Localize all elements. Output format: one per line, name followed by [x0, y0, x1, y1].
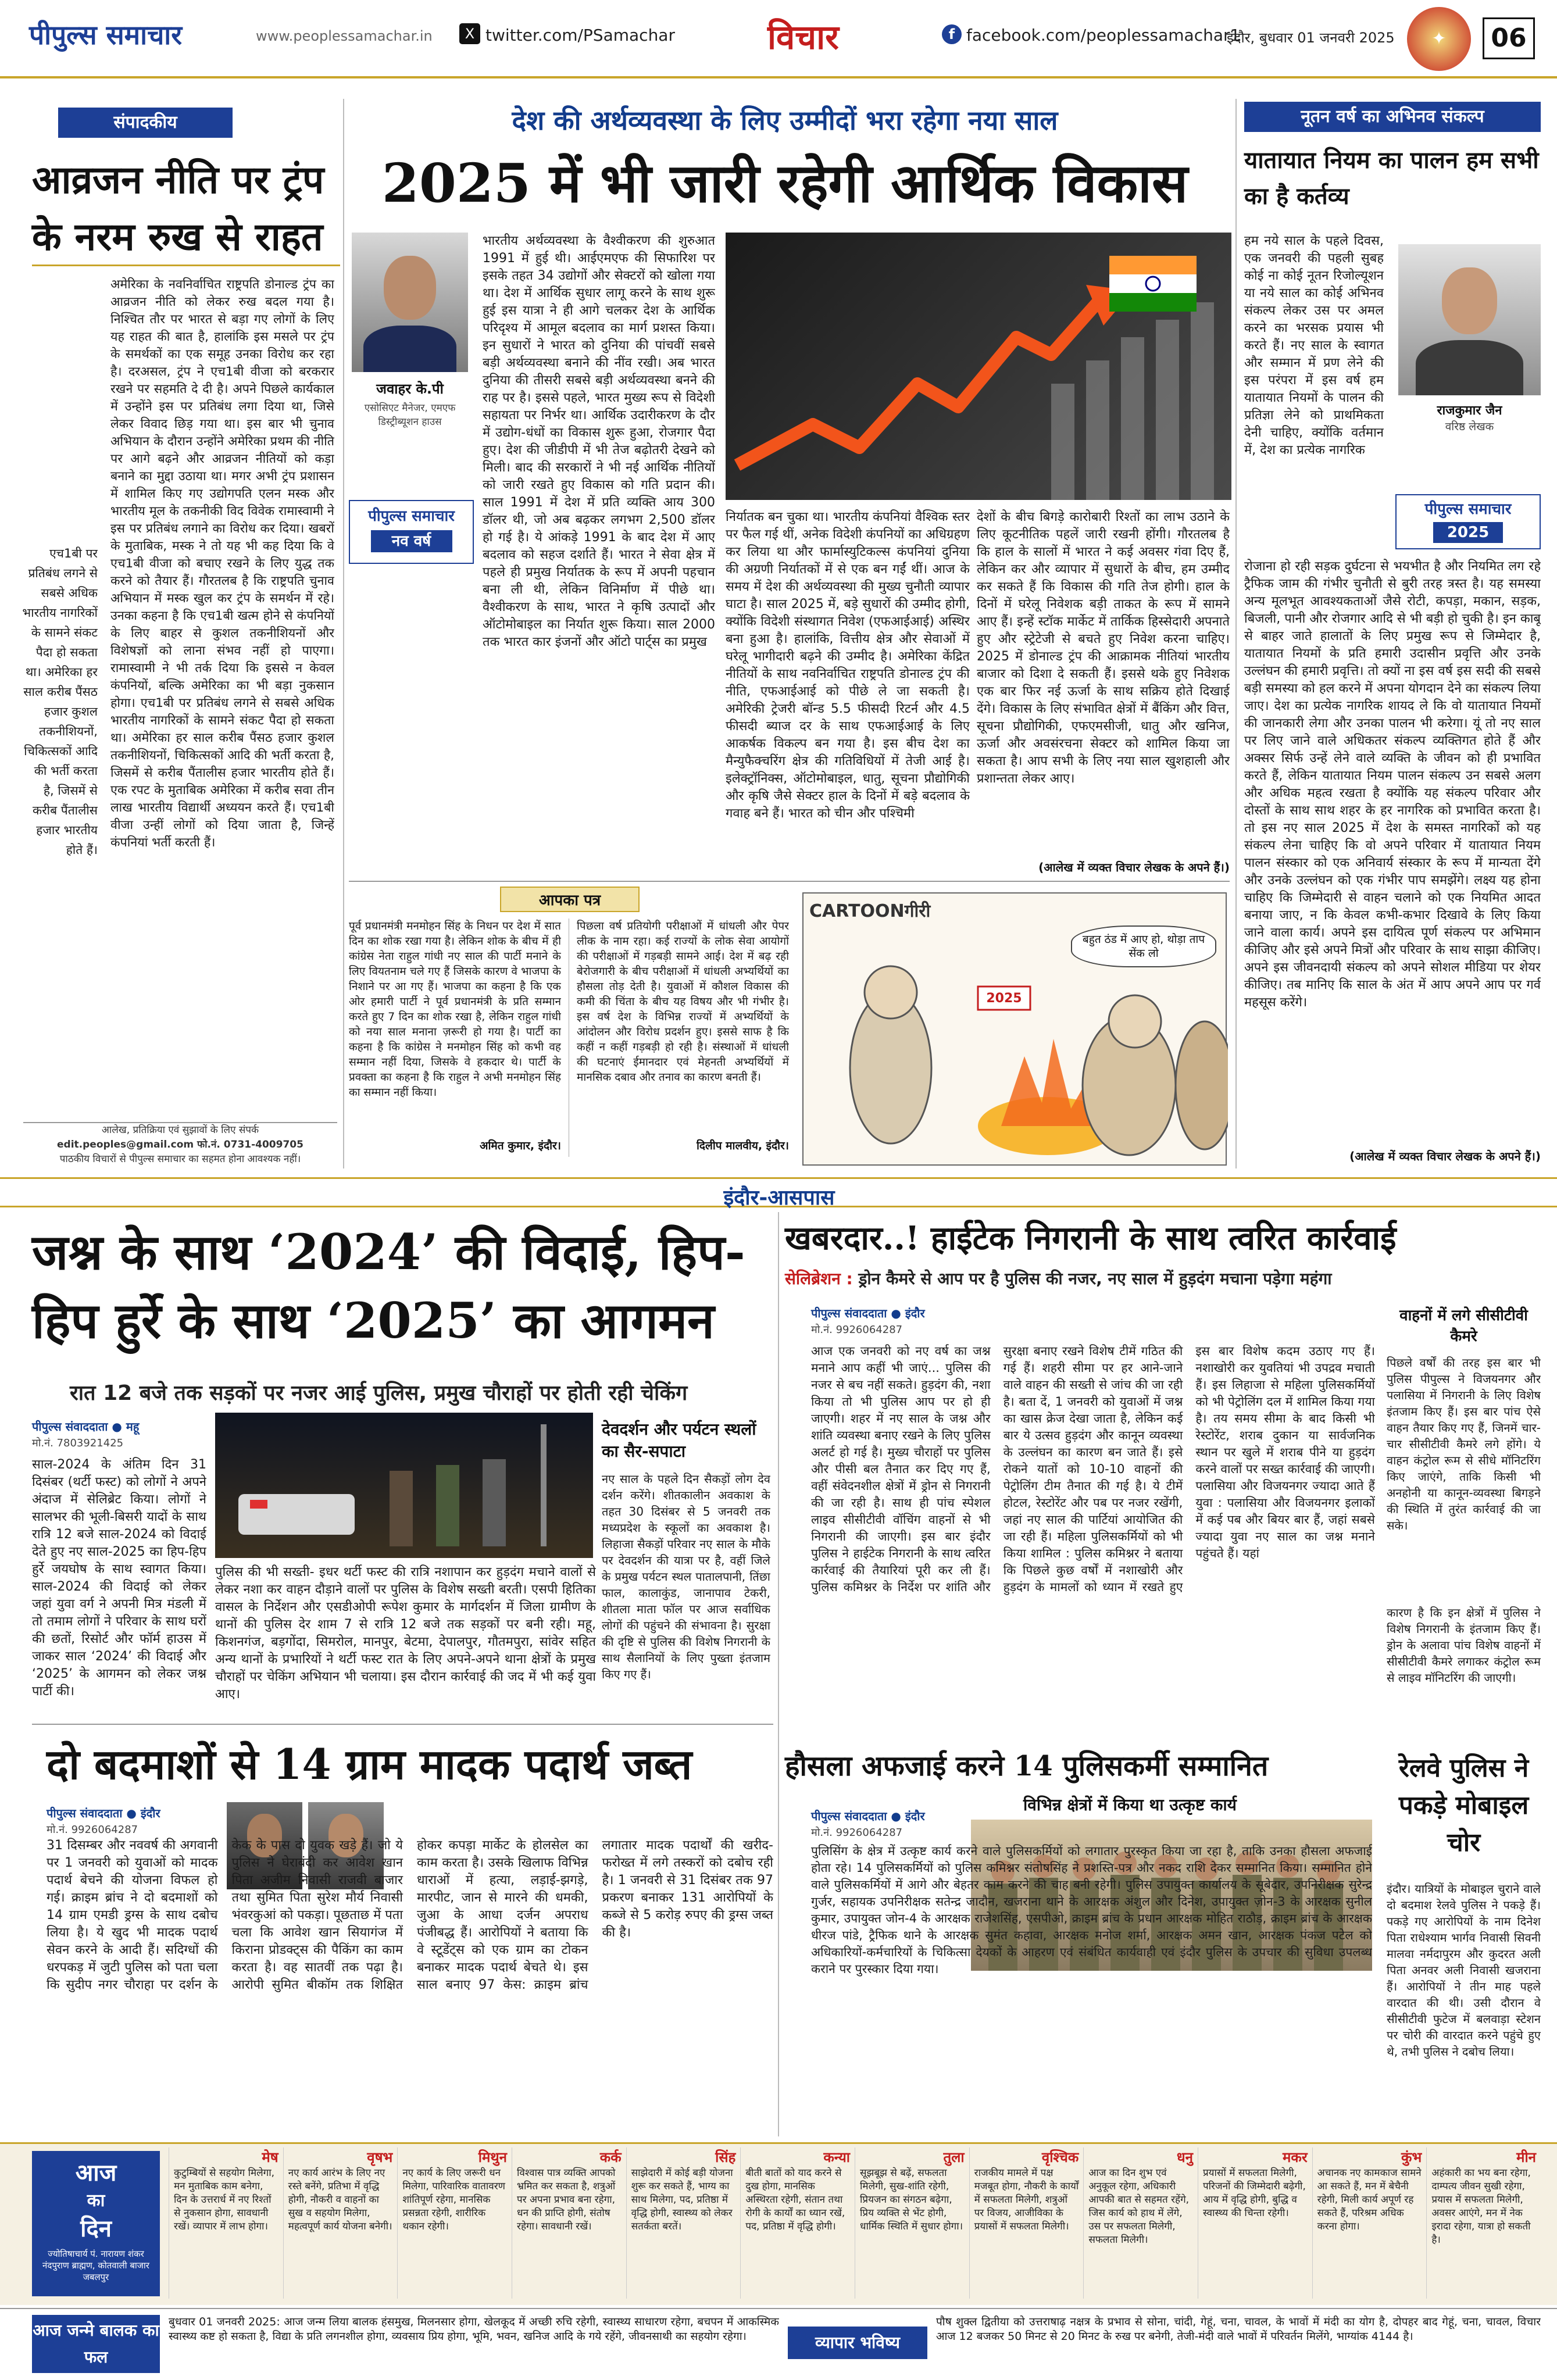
main-title: 2025 में भी जारी रहेगी आर्थिक विकास [381, 152, 1188, 215]
main-author: जवाहर के.पी [376, 381, 444, 397]
rashi-text: नए कार्य के लिए जरूरी धन मिलेगा, पारिवारिक वातावरण शांतिपूर्ण रहेगा, मानसिक प्रसन्नता रहेगी, शारीरिक थकान रहेगी। [402, 2167, 505, 2232]
rashi-name: वृषभ [367, 2149, 393, 2165]
twitter-icon: X [459, 23, 480, 44]
rashi-text: अचानक नए कामकाज सामने आ सकते हैं, मन में बेचैनी रहेगी, मिली कार्य अपूर्ण रह सकते हैं, परिश्रम अधिक करना होगा। [1317, 2167, 1422, 2232]
growth-chart-image [726, 233, 1231, 500]
footer-bar [0, 2308, 1557, 2380]
badge-logo: पीपुल्स समाचार [368, 508, 455, 525]
cartoon-year-sign: 2025 [986, 991, 1022, 1006]
masthead [0, 0, 1557, 78]
news1-byline: पीपुल्स संवाददाता ● महू [32, 1420, 140, 1434]
editorial-divider [32, 265, 340, 266]
rashi-box [283, 2147, 398, 2299]
right-badge [1395, 494, 1541, 549]
rashi-box [512, 2147, 626, 2299]
rashi-name: कन्या [823, 2149, 850, 2165]
main-note: (आलेख में व्यक्त विचार लेखक के अपने हैं।) [1038, 860, 1230, 874]
rashi-box [969, 2147, 1084, 2299]
news2-phone: मो.नं. 9926064287 [47, 1824, 138, 1836]
contact-email[interactable]: edit.peoples@gmail.com फो.नं. 0731-4009705 [57, 1139, 303, 1150]
right-title: यातायात नियम का पालन हम सभी का है कर्तव्य [1244, 146, 1539, 210]
rashi-box [855, 2147, 969, 2299]
rashifal-title-2: का [87, 2190, 105, 2211]
rashi-text: कुटुम्बियों से सहयोग मिलेगा, मन मुताबिक काम बनेगा, दिन के उत्तरार्ध में नए रिश्तों से नुकसान होगा, सावधानी रखें। व्यापार में लाभ होगा। [174, 2167, 275, 2232]
twitter-link[interactable]: twitter.com/PSamachar [485, 26, 675, 45]
rashi-text: सूझबूझ से बढ़ें, सफलता मिलेगी, सुख-शांति रहेगी, प्रियजन का संगठन बढ़ेगा, प्रिय व्यक्ति से भेंट होगी, धार्मिक स्थिति में सुधार होगा। [860, 2167, 963, 2232]
right-author: राजकुमार जैन [1437, 403, 1502, 418]
news5-body: इंदौर। यात्रियों के मोबाइल चुराने वाले दो बदमाश रेलवे पुलिस ने पकड़े हैं। पकड़े गए आरोपियों के नाम दिनेश पिता राधेश्याम भार्गव निवासी सिवनी मालवा नर्मदापुरम और कुदरत अली पिता अनवर अली निवासी खजराना हैं। आरोपियों ने तीन माह पहले वारदात की थी। उसी दौरान वे सीसीटीवी फुटेज में बलवाड़ा स्टेशन पर चोरी की वारदात करने पहुंचे हुए थे, तभी पुलिस ने दबोच लिया। [1387, 1882, 1541, 2059]
masthead-logo: पीपुल्स समाचार [29, 19, 183, 51]
letters-box [349, 887, 791, 1166]
badge-label: नव वर्ष [371, 530, 452, 552]
main-col-2: निर्यातक बन चुका था। भारतीय कंपनियां वैश्विक स्तर पर फैल गई थीं, अनेक विदेशी कंपनियों का अधिग्रहण कर लिया था और फार्मास्युटिकल्स कंपनियां दुनिया की अग्रणी निर्यातकों में से एक बन गईं थीं। आज के समय में देश की अर्थव्यवस्था की मुख्य चुनौती व्यापार घाटा है। साल 2025 में, बड़े सुधारों की उम्मीद होगी, क्योंकि विदेशी संस्थागत निवेश (एफआईआई) अस्थिर बना हुआ है। हालांकि, वित्तीय क्षेत्र और सेवाओं में घरेलू भागीदारी बढ़ने की उम्मीद है। अमेरिका केंद्रित नीतियों के साथ नवनिर्वाचित राष्ट्रपति डोनाल्ड ट्रंप की नीति, एफआईआई को पीछे ले जा सकती है। अमेरिकी ट्रेजरी बॉन्ड 5.5 फीसदी रिटर्न और 4.5 फीसदी ब्याज दर के साथ एफआईआई के लिए आकर्षक विकल्प बन गया है। इस बीच देश का मैन्युफैक्चरिंग क्षेत्र की गतिविधियों में तेजी आई है। इलेक्ट्रॉनिक्स, ऑटोमोबाइल, धातु, सूचना प्रौद्योगिकी और कृषि जैसे सेक्टर हाल के दिनों में बड़े बदलाव के गवाह बने हैं। भारत को चीन और पश्चिमी [726, 510, 970, 821]
rashi-name: तुला [943, 2149, 965, 2165]
news3-side-body-2: कारण है कि इन क्षेत्रों में पुलिस ने विशेष निगरानी के इंतजाम किए हैं। ड्रोन के अलावा पांच विशेष वाहनों में सीसीटीवी कैमरे लगाकर कंट्रोल रूम से लाइव मॉनिटरिंग की जाएगी। [1387, 1606, 1541, 1685]
rashi-text: प्रयासों में सफलता मिलेगी, परिजनों की जिम्मेदारी बढ़ेगी, आय में वृद्धि होगी, बुद्धि व स्वास्थ्य की चिन्ता रहेगी। [1203, 2167, 1306, 2219]
editorial-kicker: संपादकीय [58, 108, 233, 138]
news1-title: जश्न के साथ ‘2024’ की विदाई, हिप-हिप हुर्रे के साथ ‘2025’ का आगमन [32, 1223, 745, 1349]
letter-1-sign: अमित कुमार, इंदौर। [479, 1139, 561, 1152]
letter-2: पिछला वर्ष प्रतियोगी परीक्षाओं में धांधली और पेपर लीक के नाम रहा। कई राज्यों के लोक सेवा आयोगों की परीक्षाओं में गड़बड़ी सामने आई। देश में बढ़ रही बेरोजगारी के बीच परीक्षाओं में धांधली अभ्यर्थियों का हौसला तोड़ देती है। युवाओं में कौशल विकास की कमी की चिंता के बीच यह विषय और भी गंभीर है। इस वर्ष देश के विभिन्न राज्यों में अभ्यर्थियों के आंदोलन और विरोध प्रदर्शन हुए। इससे साफ है कि कहीं न कहीं गड़बड़ी हो रही है। संस्थाओं में धांधली की घटनाएं ईमानदार एवं मेहनती अभ्यर्थियों में मानसिक दबाव और तनाव का कारण बनती हैं। [577, 920, 789, 1084]
market-label: व्यापार भविष्य [788, 2327, 927, 2359]
cartoon-speech-bubble: बहुत ठंड में आए हो, थोड़ा ताप सेंक लो [1071, 925, 1216, 967]
growth-arrow-graphic [726, 233, 1231, 500]
news1-body: साल-2024 के अंतिम दिन 31 दिसंबर (थर्टी फस्ट) को लोगों ने अपने अंदाज में सेलिब्रेट किया। लोगों ने सालभर की भूली-बिसरी यादों के साथ रात्रि 12 बजे साल-2024 को विदाई देते हुए नए साल-2025 का हिप-हिप हुर्रे जयघोष के साथ स्वागत किया। साल-2024 की विदाई को लेकर जहां युवा वर्ग ने अपनी मित्र मंडली में तो तमाम लोगों ने परिवार के साथ घरों की छतों, रिसोर्ट और फॉर्म हाउस में जाकर साल ‘2024’ की विदाई और ‘2025’ के आगमन को लेकर जश्न पार्टी की। [32, 1457, 206, 1699]
rashi-text: अहंकारी का भय बना रहेगा, दाम्पत्य जीवन सुखी रहेगा, प्रयास में सफलता मिलेगी, अवसर आएंगे, मन में नेक इरादा रहेगा, यात्रा हो सकती है। [1431, 2167, 1531, 2246]
news3-subtitle: ड्रोन कैमरे से आप पर है पुलिस की नजर, नए साल में हुड़दंग मचाना पड़ेगा महंगा [858, 1269, 1332, 1288]
rashi-name: कुंभ [1401, 2149, 1422, 2165]
rashi-name: धनु [1176, 2149, 1193, 2165]
local-section-title: इंदौर-आसपास [723, 1186, 835, 1210]
dateline: इंदौर, बुधवार 01 जनवरी 2025 [1227, 30, 1395, 46]
news3-byline: पीपुल्स संवाददाता ● इंदौर [811, 1306, 925, 1320]
right-note: (आलेख में व्यक्त विचार लेखक के अपने हैं।) [1349, 1149, 1541, 1163]
contact-disclaimer: पाठकीय विचारों से पीपुल्स समाचार का सहमत होना आवश्यक नहीं। [59, 1153, 301, 1165]
news4-subtitle: विभिन्न क्षेत्रों में किया था उत्कृष्ट कार्य [1023, 1795, 1237, 1814]
news3-subtitle-line [785, 1267, 1541, 1289]
news2-title: दो बदमाशों से 14 ग्राम मादक पदार्थ जब्त [47, 1739, 692, 1789]
rashifal-title-3: दिन [80, 2215, 112, 2242]
news1-side-body: नए साल के पहले दिन सैकड़ों लोग देव दर्शन करेंगे। शीतकालीन अवकाश के तहत 30 दिसंबर से 5 जनवरी तक मध्यप्रदेश के स्कूलों का अवकाश है। लिहाजा सैकड़ों परिवार नए साल के मौके पर देवदर्शन की यात्रा पर है, वहीं जिले के प्रमुख पर्यटन स्थल पातालपानी, तिंछा फाल, कालाकुंड, जानापाव टेकरी, शीतला माता फॉल पर आज सर्वाधिक लोगों की पहुंचने की संभावना है। सुरक्षा की दृष्टि से पुलिस की विशेष निगरानी के साथ सैलानियों के लिए पुख्ता इंतजाम किए गए हैं। [602, 1472, 770, 1681]
rashi-box [1083, 2147, 1198, 2299]
right-badge-label: 2025 [1433, 522, 1503, 543]
news4-title: हौसला अफजाई करने 14 पुलिसकर्मी सम्मानित [785, 1750, 1269, 1782]
rashi-name: सिंह [715, 2149, 736, 2165]
main-col-3: देशों के बीच बिगड़े कारोबारी रिश्तों का लाभ उठाने के लिए कूटनीतिक पहलें जारी रखनी होंगी। गौरतलब है कि हाल के सालों में भारत ने कई अवसर गंवा दिए हैं, लेकिन कर और व्यापार में सुधारों के बीच, हम उम्मीद कर सकते हैं कि विकास की गति तेज होगी। हाल के दिनों में घरेलू निवेशक बड़ी ताकत के रूप में सामने आए हैं। इन्हें स्टॉक मार्केट में तार्किक हिस्सेदारी अपनाते हुए और स्ट्रेटेजी से बचते हुए निवेश करना चाहिए। 2025 में डोनाल्ड ट्रंप की आक्रामक नीतियां भारतीय बाजार को दिशा दे सकती हैं। इससे थके हुए निवेशक एक बार फिर नई ऊर्जा के साथ सक्रिय होते दिखाई देंगे। विकास के लिए संभावित क्षेत्रों में बैंकिंग और वित्त, सूचना प्रौद्योगिकी, एफएमसीजी, धातु और खनिज, ऊर्जा और अवसंरचना सेक्टर को शामिल किया जा सकता है। आप सभी के लिए नया साल खुशहाली और प्रशान्तता लेकर आए। [977, 510, 1230, 786]
website-link[interactable]: www.peoplessamachar.in [256, 28, 433, 44]
main-kicker: देश की अर्थव्यवस्था के लिए उम्मीदों भरा रहेगा नया साल [512, 105, 1058, 136]
news2-body: 31 दिसम्बर और नववर्ष की अगवानी पर 1 जनवरी को युवाओं को मादक पदार्थ बेचने की योजना विफल हो गई। क्राइम ब्रांच ने दो बदमाशों को 14 ग्राम एमडी ड्रग्स के साथ दबोच लिया है। ये खुद भी मादक पदार्थ सेवन करने के आदी हैं। सदिग्धों की धरपकड़ में जुटी पुलिस को पता चला कि सुदीप नगर चौराहा पर दर्शन के केक के पास दो युवक खड़े हैं। जो ये पुलिस ने घेराबंदी कर आवेश खान पिता अजीम निवासी राजवी बाजार तथा सुमित पिता सुरेश मौर्य निवासी भंवरकुआं को पकड़ा। पूछताछ में पता चला कि आवेश खान सियागंज में किराना प्रोडक्ट्स की पैकिंग का काम करता है। वह सातवीं तक पढ़ा है। आरोपी सुमित बीकॉम तक शिक्षित होकर कपड़ा मार्केट के होलसेल का काम करता है। उसके खिलाफ विभिन्न धाराओं में हत्या, लड़ाई-झगड़े, मारपीट, जान से मारने की धमकी, जुआ के आधा दर्जन अपराध पंजीबद्ध हैं। आरोपियों ने बताया कि वे स्टूडेंट्स को एक ग्राम का टोकन बनाकर मादक पदार्थ बेचते थे। इस साल बनाए 97 केस: क्राइम ब्रांच लगातार मादक पदार्थों की खरीद-फरोख्त में लगे तस्करों को दबोच रही है। 1 जनवरी से 31 दिसंबर तक 97 प्रकरण बनाकर 131 आरोपियों के कब्जे से 5 करोड़ रुपए की ड्रग्स जब्त की है। [47, 1838, 773, 1992]
editorial-pull-quote: एच1बी पर प्रतिबंध लगने से सबसे अधिक भारतीय नागरिकों के सामने संकट पैदा हो सकता था। अमेरिका हर साल करीब पैंसठ हजार कुशल तकनीशियनों, चिकित्सकों आदि की भर्ती करता है, जिसमें से करीब पैंतालीस हजार भारतीय होते हैं। [22, 546, 98, 857]
news4-phone: मो.नं. 9926064287 [811, 1827, 903, 1839]
news1-side-title: देवदर्शन और पर्यटन स्थलों का सैर-सपाटा [602, 1420, 756, 1461]
right-body-1: हम नये साल के पहले दिवस, एक जनवरी की पहली सुबह कोई ना कोई नूतन रिजोल्यूशन या नये साल का कोई अभिनव संकल्प लेकर उस पर अमल करने का भरसक प्रयास भी करते हैं। नए साल के स्वागत और सम्मान में प्रण लेने की इस परंपरा में इस वर्ष हम यातायात नियमों के पालन की प्रतिज्ञा लेने को प्राथमिकता देनी चाहिए, क्योंकि वर्तमान में, देश का प्रत्येक नागरिक [1244, 234, 1384, 458]
main-article-bottom-rule [349, 881, 1230, 882]
rashi-name: मकर [1283, 2149, 1308, 2165]
rashi-text: आज का दिन शुभ एवं अनुकूल रहेगा, अधिकारी आपकी बात से सहमत रहेंगे, जिस कार्य को हाथ में लेंगे, उस पर सफलता मिलेगी, सफलता मिलेगी। [1088, 2167, 1190, 2246]
main-author-role: एसोसिएट मैनेजर, एमएफ डिस्ट्रीब्यूशन हाउस [364, 402, 456, 428]
column-divider [1235, 99, 1237, 1168]
column-divider [343, 99, 344, 1168]
news3-title: खबरदार..! हाईटेक निगरानी के साथ त्वरित कार्रवाई [785, 1219, 1397, 1257]
rashi-text: नए कार्य आरंभ के लिए नए रस्ते बनेंगे, प्रतिभा में वृद्धि होगी, नौकरी व वाहनों का सुख व सहयोग मिलेगा, महत्वपूर्ण कार्य योजना बनेगी। [288, 2167, 392, 2232]
rashi-name: वृश्चिक [1041, 2149, 1079, 2165]
letter-2-sign: दिलीप मालवीय, इंदौर। [696, 1139, 789, 1152]
birth-label: आज जन्मे बालक का फल [32, 2315, 160, 2373]
rashifal-title-1: आज [75, 2160, 117, 2186]
news3-phone: मो.नं. 9926064287 [811, 1324, 903, 1336]
rashi-box [1312, 2147, 1427, 2299]
rashi-name: मेष [262, 2149, 278, 2165]
column-divider [778, 1212, 779, 2136]
rashi-name: कर्क [599, 2149, 622, 2165]
news3-side-title: वाहनों में लगे सीसीटीवी कैमरे [1399, 1307, 1528, 1345]
rashi-text: राजकीय मामले में पक्ष मजबूत होगा, नौकरी के कार्यों में सफलता मिलेगी, शत्रुओं पर विजय, आजीविका के प्रयासों में सफलता मिलेगी। [974, 2167, 1079, 2232]
editorial-contact [23, 1122, 337, 1168]
right-author-role: वरिष्ठ लेखक [1445, 420, 1494, 433]
contact-line-1: आलेख, प्रतिक्रिया एवं सुझावों के लिए संपर्क [101, 1124, 259, 1136]
facebook-link[interactable]: facebook.com/peoplessamachar1 [966, 26, 1241, 45]
rashi-text: बीती बातों को याद करने से दुख होगा, मानसिक अस्थिरता रहेगी, संतान तथा रोगी के कार्यों का ध्यान रखें, पद, प्रतिष्ठा में वृद्धि होगी। [745, 2167, 845, 2232]
letters-title: आपका पत्र [500, 887, 640, 912]
rashifal-astrologer: ज्योतिषाचार्य पं. नारायण शंकर नंदपुराण ब्राह्मण, कोतवाली बाजार जबलपुर [42, 2249, 149, 2282]
main-col-1: भारतीय अर्थव्यवस्था के वैश्वीकरण की शुरुआत 1991 में हुई थी। आईएमएफ की सिफारिश पर इसके तहत 34 उद्योगों और सेक्टरों को खोला गया था। देश में आर्थिक सुधार लागू करने के साथ शुरू हुई इस यात्रा ने ही आगे चलकर देश के आर्थिक परिदृश्य में आमूल बदलाव का मार्ग प्रशस्त किया। इन सुधारों ने भारत को दुनिया की पांचवीं सबसे बड़ी अर्थव्यवस्था बनाने की नींव रखी। अब भारत दुनिया की तीसरी सबसे बड़ी अर्थव्यवस्था बनने की राह पर है। इससे पहले, भारत मुख्य रूप से विदेशी सहायता पर निर्भर था। आर्थिक उदारीकरण के दौर में उद्योग-धंधों का विकास शुरू हुआ, रोजगार पैदा हुए। देश की जीडीपी में भी तेज बढ़ोतरी देखने को मिली। बाद की सरकारों ने भी नई आर्थिक नीतियों को जारी रखते हुए विकास को गति प्रदान की। साल 1991 में देश में प्रति व्यक्ति आय 300 डॉलर थी, जो अब बढ़कर लगभग 2,500 डॉलर हो गई है। ये आंकड़े 1991 के बाद देश में आए बदलाव को सहज दर्शाते हैं। भारत ने सेवा क्षेत्र में पहले ही प्रमुख निर्यातक के रूप में अपनी पहचान बना ली थी, लेकिन विनिर्माण में पीछे था। वैश्वीकरण के साथ, भारत ने कृषि उत्पादों और ऑटोमोबाइल का निर्यात शुरू किया। साल 2000 तक भारत कार इंजनों और ऑटो पार्ट्स का प्रमुख [483, 234, 715, 649]
rashifal-header [32, 2151, 160, 2296]
rashi-name: मीन [1516, 2149, 1536, 2165]
section-name: विचार [767, 17, 839, 57]
market-text: पौष शुक्ल द्वितीया को उत्तराषाढ़ नक्षत्र के प्रभाव से सोना, चांदी, गेहूं, चना, चावल, के भावों में मंदी का योग है, दोपहर बाद गेहूं, चना, चावल, विचार आज 12 बजकर 50 मिनट से 20 मिनट के रुख पर बनेगी, तेजी-मंदी वाले भावों में परिवर्तन मिलेंगे, भाग्यांक 4144 है। [936, 2315, 1541, 2343]
author-photo [352, 233, 468, 372]
right-badge-logo: पीपुल्स समाचार [1424, 501, 1512, 518]
news3-side-body-1: पिछले वर्षों की तरह इस बार भी पुलिस पीपुल्स ने विजयनगर और पलासिया में निगरानी के लिए विशेष इंतजाम किए हैं। इस बार पांच ऐसे वाहन तैयार किए गए हैं, जिनमें चार-चार सीसीटीवी कैमरे लगे होंगे। ये वाहन कंट्रोल रूम से सीधे मॉनिटरिंग किए जाएंगे, ताकि किसी भी अनहोनी या कानून-व्यवस्था बिगड़ने की स्थिति में तुरंत कार्रवाई की जा सके। [1387, 1356, 1541, 1532]
news2-top-rule [32, 1724, 773, 1725]
news3-body: आज एक जनवरी को नए वर्ष का जश्न मनाने आप कहीं भी जाएं... पुलिस की नजर से बच नहीं सकते। हुड़दंग की, नशा किया तो भी पुलिस आप पर हो ही जाएगी। शहर में नए साल के जश्न और शांति व्यवस्था बनाए रखने के लिए पुलिस अलर्ट हो गई है। मुख्य चौराहों पर पुलिस और पीसी बल तैनात कर दिए गए हैं, वहीं संवेदनशील क्षेत्रों में ड्रोन से निगरानी की जा रही है। साथ ही पांच स्पेशल लाइव सीसीटीवी वॉचिंग वाहनों से भी निगरानी की जाएगी। इस बार इंदौर पुलिस ने हाईटेक निगरानी के साथ त्वरित कार्रवाई की तैयारियां पूरी कर ली हैं। पुलिस कमिश्नर के निर्देश पर शांति और सुरक्षा बनाए रखने विशेष टीमें गठित की गई हैं। शहरी सीमा पर हर आने-जाने वाले वाहन की सख्ती से जांच की जा रही है। बता दें, 1 जनवरी को युवाओं में जश्न का खास क्रेज देखा जाता है, लेकिन कई बार ये उत्सव हुड़दंग और कानून व्यवस्था के उल्लंघन का कारण बन जाते हैं। इसे रोकने यातों को 10-10 वाहनों की पेट्रोलिंग टीम तैनात की गई है। ये टीमें होटल, रेस्टोरेंट और पब पर नजर रखेंगी, जहां नए साल की पार्टियां आयोजित की जा रही हैं। महिला पुलिसकर्मियों को भी किया शामिल : पुलिस कमिश्नर ने बताया कि पिछले कुछ वर्षों में नशाखोरी और हुड़दंग के मामलों को ध्यान में रखते हुए इस बार विशेष कदम उठाए गए हैं। नशाखोरी कर युवतियां भी उपद्रव मचाती हैं। इस लिहाजा से महिला पुलिसकर्मियों को भी पेट्रोलिंग दल में शामिल किया गया है। तय समय सीमा के बाद किसी भी रेस्टोरेंट, शराब दुकान या सार्वजनिक स्थान पर खुले में शराब पीने या हुड़दंग करने वालों पर सख्त कार्रवाई की जाएगी। पलासिया और विजयनगर ज्यादा आते हैं युवा : पलासिया और विजयनगर इलाकों में कई पब और बियर बार हैं, जहां सबसे ज्यादा युवा नए साल का जश्न मनाने पहुंचते हैं। यहां [811, 1344, 1375, 1594]
editorial-body-1: अमेरिका के नवनिर्वाचित राष्ट्रपति डोनाल्ड ट्रंप का आव्रजन नीति को लेकर रुख बदल गया है। निश्चित तौर पर भारत से बड़ा गए लोगों के लिए यह राहत की बात है, हालांकि इस मसले पर ट्रंप के समर्थकों का एक समूह उनका विरोध कर रहा है। दरअसल, ट्रंप ने एच1बी वीजा को बरकरार रखने पर सहमति दे दी है। अपने पिछले कार्यकाल में उन्होंने इस पर प्रतिबंध लगा दिया था, जिसे लेकर विवाद छिड़ गया था। इस बार भी चुनाव अभियान के दौरान उन्होंने अमेरिका प्रथम की नीति पर आगे बढ़ने और आव्रजन नीतियों को कड़ा बनाने का मुद्दा उठाया था। मगर अभी ट्रंप प्रशासन में शामिल किए गए उद्योगपति एलन मस्क और भारतीय मूल के तकनीकी विद विवेक रामास्वामी ने इस पर प्रतिबंध लगाने का विरोध कर दिया। खबरों के मुताबिक, मस्क ने तो यह भी कह दिया कि वे एच1बी वीजा को बचाए रखने के लिए युद्ध तक करने को तैयार हैं। गौरतलब है कि राष्ट्रपति चुनाव अभियान में मस्क खुल कर ट्रंप के समर्थन में रहे। उनका कहना है कि एच1बी खत्म होने से कंपनियों के लिए बाहर से कुशल तकनीशियनों और विशेषज्ञों को लाना संभव नहीं हो पाएगा। रामास्वामी ने भी तर्क दिया कि इससे न केवल कंपनियों, बल्कि अमेरिका का भी बड़ा नुकसान होगा। एच1बी पर प्रतिबंध लगने से सबसे अधिक भारतीय नागरिकों के सामने संकट पैदा हो सकता था। अमेरिका हर साल करीब पैंसठ हजार कुशल तकनीशियनों, चिकित्सकों आदि की भर्ती करता है, जिसमें से करीब पैंतालीस हजार भारतीय होते हैं। एक रपट के मुताबिक अमेरिका में करीब सवा तीन लाख भारतीय विद्यार्थी अध्ययन करते हैं। एच1बी वीजा उन्हीं लोगों को दिया जाता है, जिन्हें कंपनियां भर्ती करती हैं। [110, 277, 334, 850]
new-year-emblem: ✦ [1407, 7, 1471, 71]
local-section-bar [0, 1177, 1557, 1210]
right-kicker: नूतन वर्ष का अभिनव संकल्प [1244, 102, 1541, 132]
news3-subtitle-tag: सेलिब्रेशन : [785, 1269, 853, 1288]
flag-icon [1109, 256, 1197, 312]
news1-body-2: पुलिस की भी सख्ती- इधर थर्टी फस्ट की रात्रि नशापान कर हुड़दंग मचाने वालों से लेकर नशा कर वाहन दौड़ाने वालों पर पुलिस के विशेष सख्ती बरती। एसपी हितिका वासल के निर्देशन और एसडीओपी रूपेश कुमार के मार्गदर्शन में जिला ग्रामीण के थानों की पुलिस देर शाम 7 से रात्रि 12 बजे तक सड़कों पर बनी रही। महू, किशनगंज, बड़गोंदा, सिमरोल, मानपुर, बेटमा, देपालपुर, गौतमपुरा, सांवेर सहित अन्य थानों के प्रभारियों ने थर्टी फस्ट रात के लिए अपने-अपने थाना क्षेत्रों के प्रमुख चौराहों पर चेकिंग अभियान भी चलाया। इस दौरान कार्रवाई की जद में भी कई युवा आए। [215, 1565, 596, 1702]
news1-police-photo [215, 1413, 593, 1558]
news5-title: रेलवे पुलिस ने पकड़े मोबाइल चोर [1398, 1753, 1529, 1857]
news1-subtitle: रात 12 बजे तक सड़कों पर नजर आई पुलिस, प्रमुख चौराहों पर होती रही चेकिंग [70, 1381, 688, 1405]
rashi-box [169, 2147, 283, 2299]
birth-text: बुधवार 01 जनवरी 2025: आज जन्म लिया बालक हंसमुख, मिलनसार होगा, खेलकूद में अच्छी रुचि रहेगी, स्वास्थ्य साधारण रहेगा, बचपन में आकस्मिक स्वास्थ्य कष्ट हो सकता है, विद्या के प्रति लगनशील होगा, व्यवसाय प्रिय होगा, भूमि, भवन, खनिज आदि के गये रहेंगे, जीवनसाथी का सहयोग रहेगा। [169, 2315, 779, 2343]
news4-body: पुलिसिंग के क्षेत्र में उत्कृष्ट कार्य करने वाले पुलिसकर्मियों को लगातार पुरस्कृत किया जा रहा है, ताकि उनका हौसला अफजाई होता रहे। 14 पुलिसकर्मियों को पुलिस कमिश्नर संतोषसिंह ने प्रशस्ति-पत्र और नकद राशि देकर सम्मानित किया। सम्मानित होने वाले पुलिसकर्मियों में आगे और बेहतर काम करने की चाह बनी रहेगी। पुलिस उपायुक्त कार्यालय के सूबेदार, उपनिरीक्षक सुरेन्द्र गुर्जर, सहायक उपनिरीक्षक सतेन्द्र जादौन, खजराना थाने के आरक्षक अंशुल और दिनेश, उपायुक्त ज़ोन-3 के आरक्षक सुनील कुमार, उपायुक्त जोन-4 के आरक्षक राजेशसिंह, एसपीओ, क्राइम ब्रांच के प्रधान आरक्षक मोहित राठौड़, क्राइम ब्रांच के आरक्षक धीरज पांडे, ट्रैफिक थाने के आरक्षक सुमंत कहावा, आरक्षक मनोज शर्मा, आरक्षक अमन खान, आरक्षक पंकज पटेल को अधिकारियों-कर्मचारियों के चिकित्सा देयकों के आहरण एवं संबंधित कार्यवाही एवं इंदौर पुलिस के उपचार की सुविधा उपलब्ध कराने पर पुरस्कार दिया गया। [811, 1844, 1372, 1976]
rashi-text: साझेदारी में कोई बड़ी योजना शुरू कर सकते हैं, भाग्य का साथ मिलेगा, पद, प्रतिष्ठा में वृद्धि होगी, स्वास्थ्य को लेकर सतर्कता बरतें। [631, 2167, 733, 2232]
news4-byline: पीपुल्स संवाददाता ● इंदौर [811, 1809, 925, 1823]
rashi-box [626, 2147, 741, 2299]
rashi-box [1198, 2147, 1312, 2299]
news2-byline: पीपुल्स संवाददाता ● इंदौर [47, 1806, 160, 1820]
rashi-box [740, 2147, 855, 2299]
news1-phone: मो.नं. 7803921425 [32, 1437, 124, 1449]
right-body-2: रोजाना हो रही सड़क दुर्घटना से भयभीत है और नियमित लग रहे ट्रैफिक जाम की गंभीर चुनौती से बुरी तरह त्रस्त है। यह समस्या अन्य मूलभूत आवश्यकताओं जैसे रोटी, कपड़ा, मकान, सड़क, बिजली, पानी और रोजगार आदि से भी बड़ी हो चुकी है। इन काबू से बाहर जाते हालातों के लिए प्रमुख रूप से जिम्मेदार है, यातायात नियमों के प्रति हमारी उदासीन प्रवृत्ति और उनके उल्लंघन की हमारी प्रवृत्ति। तो क्यों ना इस वर्ष इस सदी की सबसे बड़ी समस्या को हल करने में अपना योगदान देने का संकल्प लिया जाए। देश का प्रत्येक नागरिक शायद ले कि वो यातायात नियमों की जानकारी लेगा और उनका पालन भी करेगा। यूं तो नए साल पर लिए जाने वाले अधिकतर संकल्प व्यक्तिगत होते हैं और अक्सर सिर्फ उन्हें लेने वाले व्यक्ति के जीवन को ही प्रभावित करते हैं, लेकिन यातायात नियम पालन संकल्प उन सबसे अलग और अधिक महत्व रखता है क्योंकि यह संकल्प परिवार और दोस्तों के साथ साथ शहर के हर नागरिक को प्रभावित करता है। तो इस नए साल 2025 में देश के समस्त नागरिकों को यह संकल्प लेना चाहिए कि वो अपने परिवार में यातायात नियम पालन संस्कार को एक अनिवार्य संस्कार के रूप में मान्यता देंगे और उनके उल्लंघन को एक गंभीर पाप समझेंगे। लक्ष्य यह होना चाहिए कि जिम्मेदारी से वाहन चलाने को एक नियमित आदत बनाया जाए, न कि केवल कभी-कभार दिखावे के लिए किया जाने वाला कार्य। अपने इस दायित्व पूर्ण संकल्प पर अभिमान कीजिए और इसे अपने मित्रों और परिवार के साथ साझा कीजिए। अपने इस जीवनदायी संकल्प को अपने सोशल मीडिया पर शेयर कीजिए। तब मानिए कि साल के अंत में आप अपने आप पर गर्व महसूस करेंगे। [1244, 559, 1541, 1010]
facebook-icon: f [942, 24, 962, 44]
editorial-title: आव्रजन नीति पर ट्रंप के नरम रुख से राहत [32, 157, 324, 259]
rashi-name: मिथुन [478, 2149, 507, 2165]
page-number: 06 [1483, 17, 1535, 59]
letter-1: पूर्व प्रधानमंत्री मनमोहन सिंह के निधन पर देश में सात दिन का शोक रखा गया है। लेकिन शोक के बीच में ही कांग्रेस नेता राहुल गांधी नए साल की पार्टी मनाने के लिए वियतनाम चले गए हैं जिसके कारण वे भाजपा के निशाने पर आ गए हैं। भाजपा का कहना है कि एक ओर हमारी पार्टी ने पूर्व प्रधानमंत्री के प्रति सम्मान करते हुए 7 दिन का शोक रखा है, लेकिन राहुल गांधी को नया साल मनाना ज़रूरी हो गया है। पार्टी का कहना है कि कांग्रेस ने मनमोहन सिंह को कभी वह सम्मान नहीं दिया, जिसके वे हकदार थे। पार्टी के प्रवक्ता का कहना है कि राहुल ने अभी मनमोहन सिंह का सम्मान नहीं किया। [349, 920, 561, 1099]
cartoon-panel [802, 892, 1227, 1166]
rashi-box [397, 2147, 512, 2299]
right-author-photo [1398, 244, 1541, 395]
cartoon-label: CARTOONगीरी [809, 901, 931, 921]
rashi-box [1426, 2147, 1541, 2299]
rashi-text: विश्वास पात्र व्यक्ति आपको भ्रमित कर सकता है, शत्रुओं पर अपना प्रभाव बना रहेगा, धन की प्राप्ति होगी, संतोष रहेगा। सावधानी रखें। [517, 2167, 616, 2232]
nav-varsh-badge [349, 500, 474, 564]
